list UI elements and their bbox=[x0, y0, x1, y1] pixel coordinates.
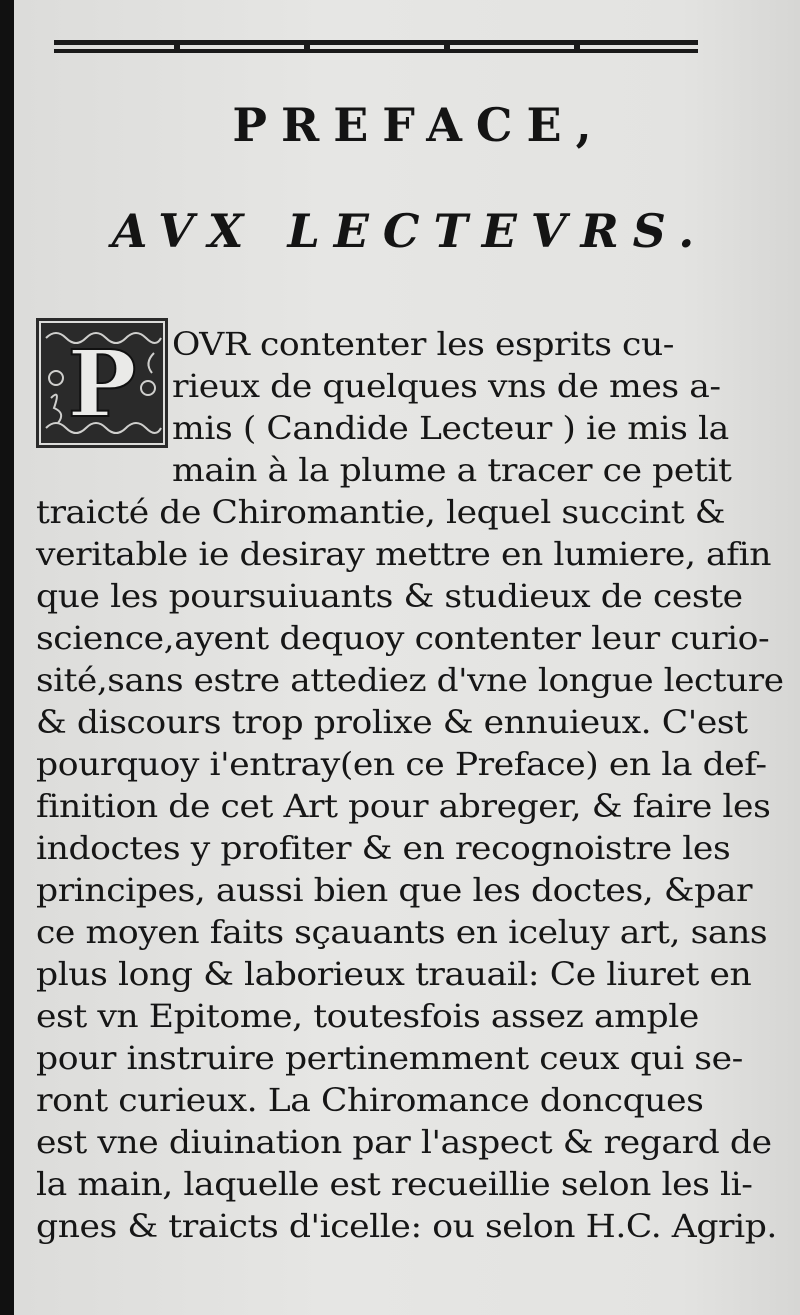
dropcap-letter: P bbox=[67, 330, 137, 438]
text-line: la main, laquelle est recueillie selon les li- bbox=[36, 1165, 753, 1203]
text-line: traicté de Chiromantie, lequel succint & bbox=[36, 493, 726, 531]
text-line: plus long & laborieux trauail: Ce liuret en bbox=[36, 955, 752, 993]
page-heading: PREFACE, bbox=[232, 98, 606, 152]
book-page bbox=[14, 0, 800, 1315]
text-line: indoctes y profiter & en recognoistre les bbox=[36, 829, 731, 867]
text-line: principes, aussi bien que les doctes, &par bbox=[36, 871, 753, 909]
ornamental-dropcap bbox=[36, 318, 168, 448]
header-rule bbox=[54, 36, 698, 58]
text-line: rieux de quelques vns de mes a- bbox=[172, 367, 721, 405]
text-line: mis ( Candide Lecteur ) ie mis la bbox=[172, 409, 729, 447]
text-line: que les poursuiuants & studieux de ceste bbox=[36, 577, 743, 615]
page-edge bbox=[0, 0, 14, 1315]
text-line: gnes & traicts d'icelle: ou selon H.C. Agrip. bbox=[36, 1207, 777, 1245]
text-line: ront curieux. La Chiromance doncques bbox=[36, 1081, 704, 1119]
text-line: & discours trop prolixe & ennuieux. C'est bbox=[36, 703, 748, 741]
text-line: pour instruire pertinemment ceux qui se- bbox=[36, 1039, 743, 1077]
text-line: main à la plume a tracer ce petit bbox=[172, 451, 732, 489]
text-line: science,ayent dequoy contenter leur curio- bbox=[36, 619, 770, 657]
text-line: sité,sans estre attediez d'vne longue lecture bbox=[36, 661, 784, 699]
text-line: est vn Epitome, toutesfois assez ample bbox=[36, 997, 699, 1035]
text-line: OVR contenter les esprits cu- bbox=[172, 325, 675, 363]
text-line: pourquoy i'entray(en ce Preface) en la def- bbox=[36, 745, 767, 783]
page-subheading: AVX LECTEVRS. bbox=[111, 204, 709, 258]
text-line: veritable ie desiray mettre en lumiere, afin bbox=[36, 535, 772, 573]
text-line: finition de cet Art pour abreger, & faire les bbox=[36, 787, 771, 825]
text-line: ce moyen faits sçauants en iceluy art, sans bbox=[36, 913, 768, 951]
text-line: est vne diuination par l'aspect & regard de bbox=[36, 1123, 772, 1161]
